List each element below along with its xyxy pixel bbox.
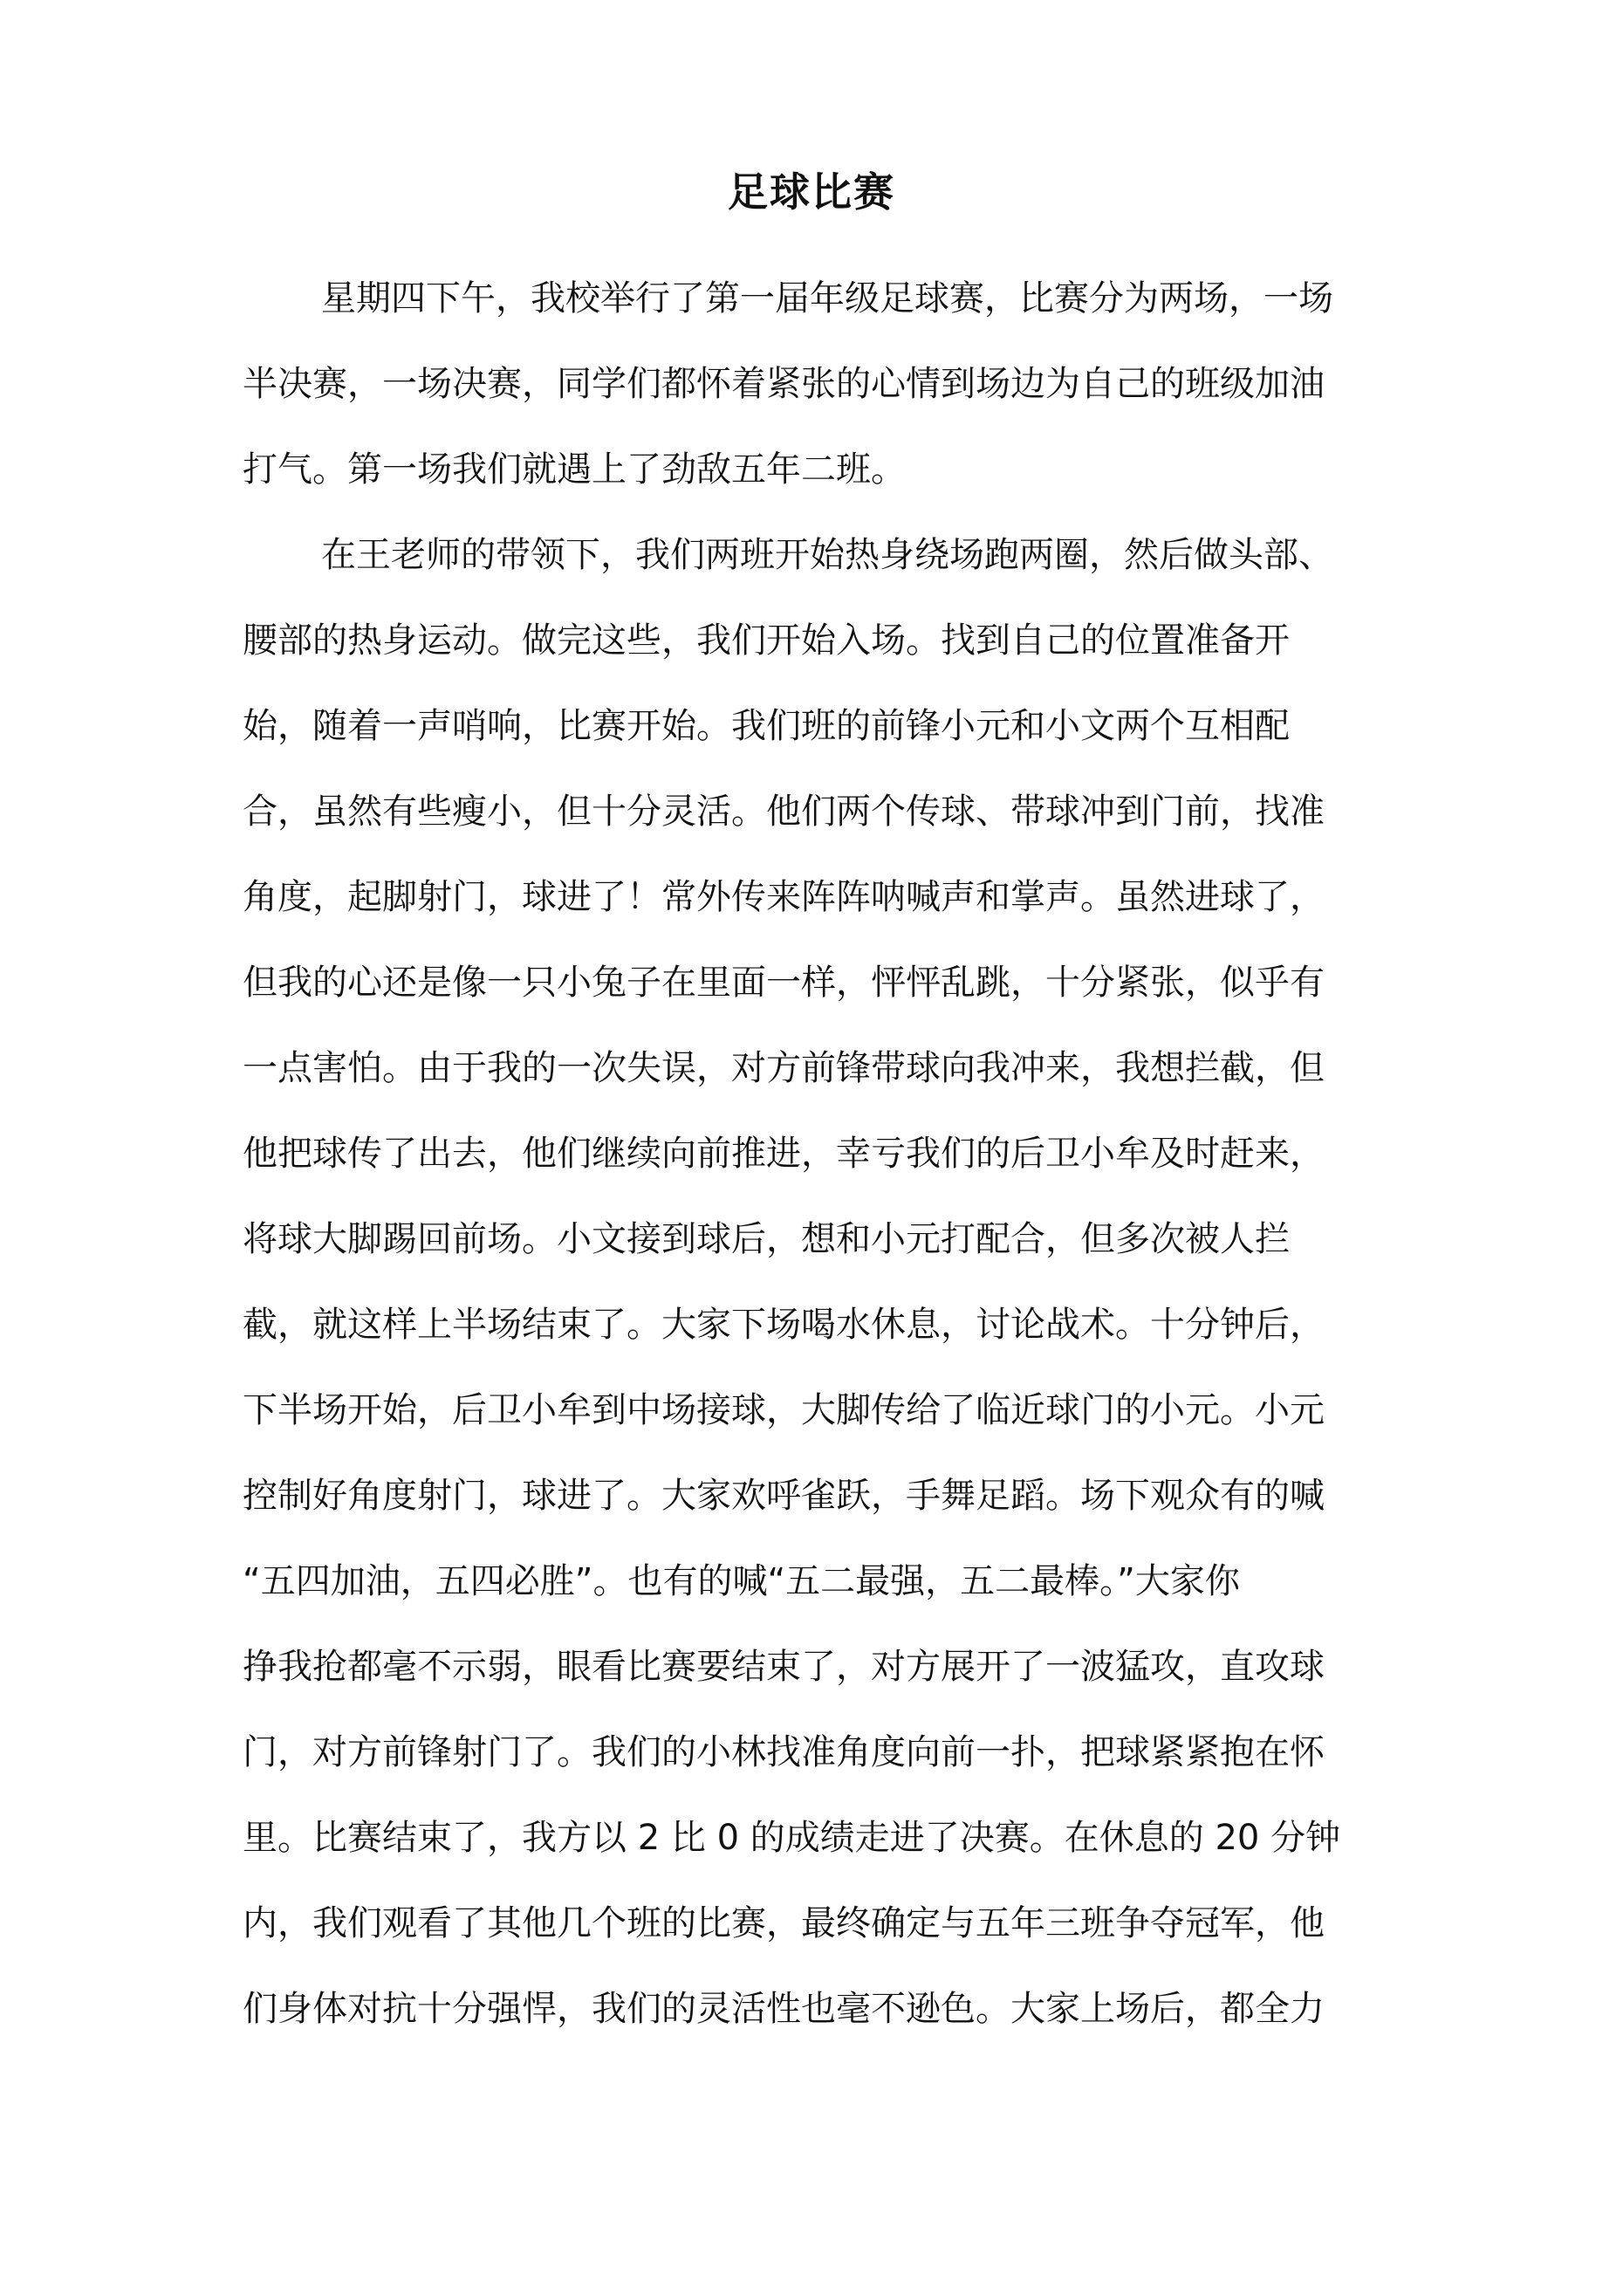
- document-body: [243, 256, 1386, 2052]
- paragraph-line: 星期四下午，我校举行了第一届年级足球赛，比赛分为两场，一场: [321, 278, 1333, 319]
- paragraph-line: “五四加油，五四必胜”。也有的喊“五二最强，五二最棒。”大家你: [243, 1561, 1240, 1601]
- document-title: 足球比赛: [728, 168, 895, 216]
- paragraph-line: 里。比赛结束了，我方以 2 比 0 的成绩走进了决赛。在休息的 20 分钟: [243, 1818, 1341, 1858]
- paragraph-line: 半决赛，一场决赛，同学们都怀着紧张的心情到场边为自己的班级加油: [243, 364, 1325, 404]
- paragraph-2: [243, 512, 1386, 2052]
- paragraph-line: 一点害怕。由于我的一次失误，对方前锋带球向我冲来，我想拦截，但: [243, 1048, 1325, 1088]
- paragraph-line: 截，就这样上半场结束了。大家下场喝水休息，讨论战术。十分钟后，: [243, 1305, 1325, 1345]
- paragraph-line: 挣我抢都毫不示弱，眼看比赛要结束了，对方展开了一波猛攻，直攻球: [243, 1647, 1325, 1687]
- paragraph-line: 控制好角度射门，球进了。大家欢呼雀跃，手舞足蹈。场下观众有的喊: [243, 1476, 1325, 1516]
- paragraph-line: 但我的心还是像一只小兔子在里面一样，怦怦乱跳，十分紧张，似乎有: [243, 963, 1325, 1003]
- paragraph-line: 打气。第一场我们就遇上了劲敌五年二班。: [243, 449, 906, 490]
- paragraph-1: [243, 256, 1386, 512]
- paragraph-line: 他把球传了出去，他们继续向前推进，幸亏我们的后卫小牟及时赶来，: [243, 1134, 1325, 1174]
- paragraph-line: 内，我们观看了其他几个班的比赛，最终确定与五年三班争夺冠军，他: [243, 1903, 1325, 1943]
- paragraph-line: 角度，起脚射门，球进了！常外传来阵阵呐喊声和掌声。虽然进球了，: [243, 877, 1325, 917]
- paragraph-line: 合，虽然有些瘦小，但十分灵活。他们两个传球、带球冲到门前，找准: [243, 792, 1325, 832]
- paragraph-line: 下半场开始，后卫小牟到中场接球，大脚传给了临近球门的小元。小元: [243, 1390, 1325, 1430]
- paragraph-line: 们身体对抗十分强悍，我们的灵活性也毫不逊色。大家上场后，都全力: [243, 1989, 1325, 2029]
- paragraph-line: 腰部的热身运动。做完这些，我们开始入场。找到自己的位置准备开: [243, 620, 1290, 661]
- paragraph-line: 始，随着一声哨响，比赛开始。我们班的前锋小元和小文两个互相配: [243, 706, 1290, 746]
- paragraph-line: 门，对方前锋射门了。我们的小林找准角度向前一扑，把球紧紧抱在怀: [243, 1732, 1325, 1772]
- paragraph-line: 在王老师的带领下，我们两班开始热身绕场跑两圈，然后做头部、: [321, 535, 1333, 575]
- paragraph-line: 将球大脚踢回前场。小文接到球后，想和小元打配合，但多次被人拦: [243, 1219, 1290, 1259]
